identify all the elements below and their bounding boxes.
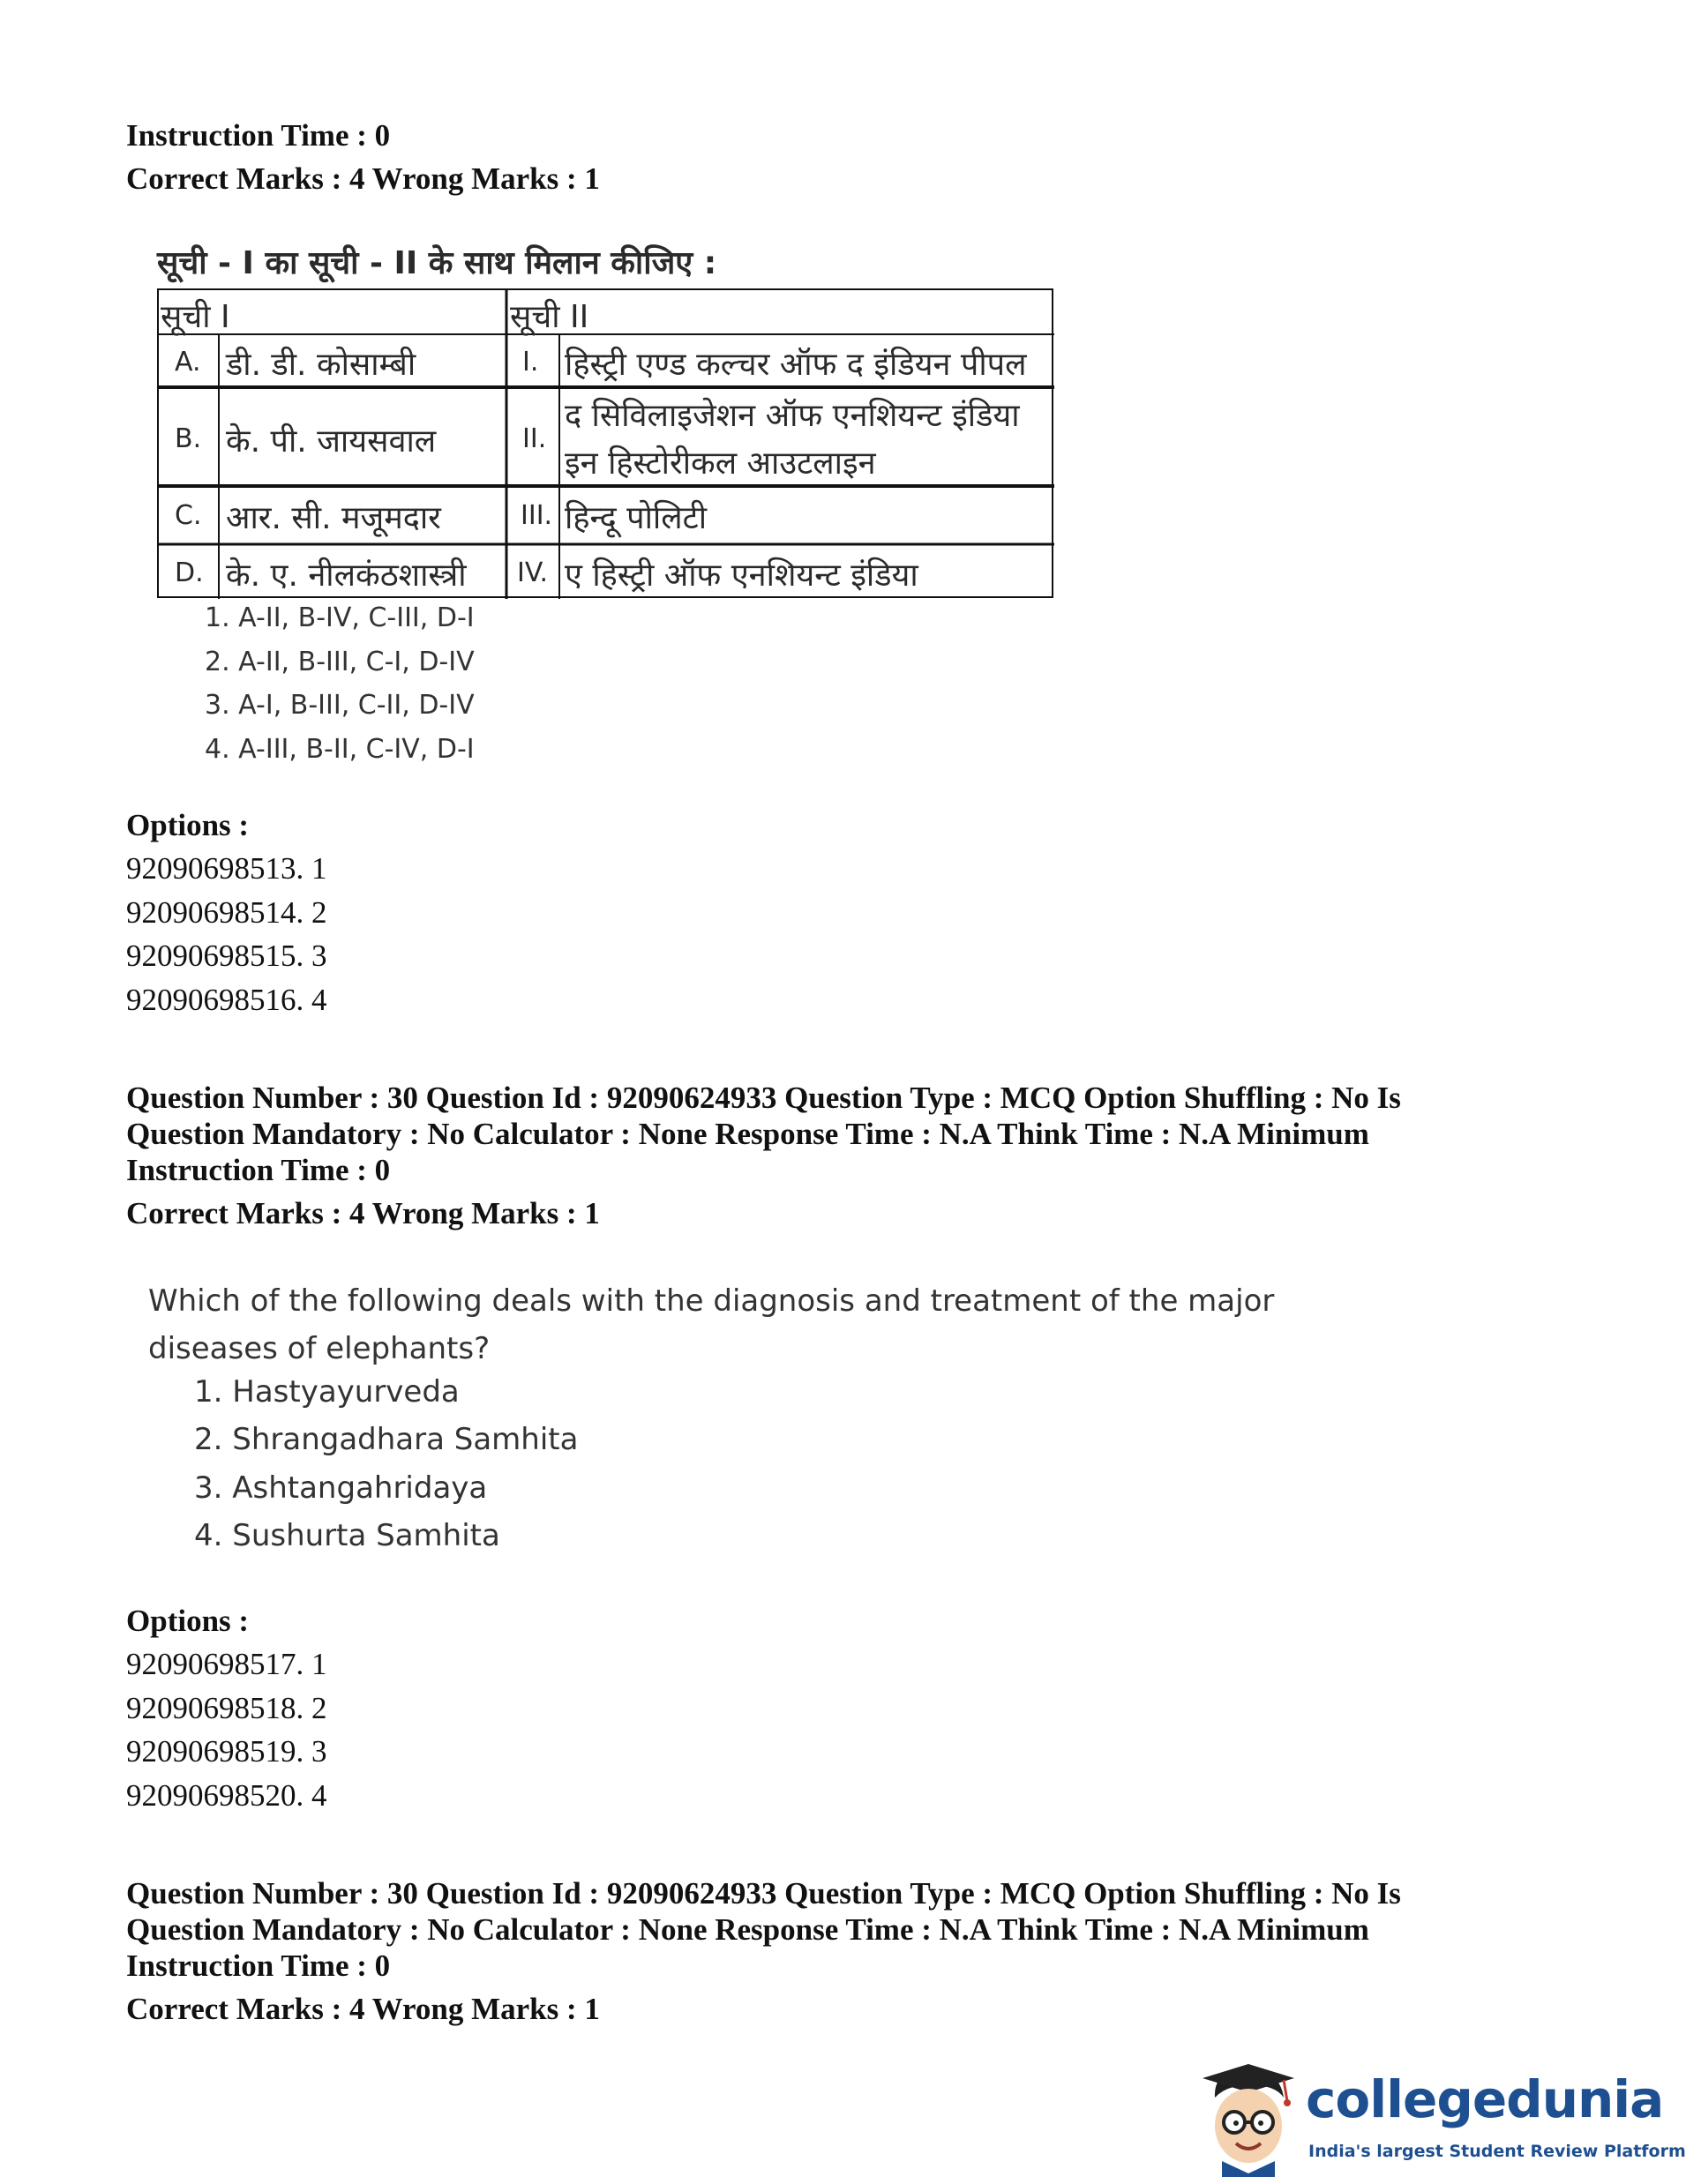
option-item: 92090698514. 2: [126, 895, 327, 930]
brand-tagline: India's largest Student Review Platform: [1308, 2142, 1686, 2161]
row-num: III.: [521, 500, 553, 531]
row-key: D.: [175, 557, 204, 588]
marks-info: Correct Marks : 4 Wrong Marks : 1: [126, 1992, 600, 2026]
marks-info: Correct Marks : 4 Wrong Marks : 1: [126, 1196, 600, 1230]
answer-choice: 3. Ashtangahridaya: [194, 1470, 488, 1506]
row-left: डी. डी. कोसाम्बी: [226, 347, 416, 383]
question-meta-line: Question Number : 30 Question Id : 92090624933 Question Type : MCQ Option Shuffling : No Is: [126, 1081, 1401, 1115]
match-table: [157, 288, 1054, 599]
row-right: हिन्दू पोलिटी: [565, 500, 708, 536]
option-item: 92090698518. 2: [126, 1691, 327, 1725]
question-meta-line: Question Number : 30 Question Id : 92090624933 Question Type : MCQ Option Shuffling : No Is: [126, 1876, 1401, 1911]
marks-info: Correct Marks : 4 Wrong Marks : 1: [126, 161, 600, 196]
option-item: 92090698517. 1: [126, 1647, 327, 1681]
option-item: 92090698520. 4: [126, 1778, 327, 1813]
row-num: IV.: [517, 557, 549, 588]
option-item: 92090698519. 3: [126, 1734, 327, 1769]
options-label: Options :: [126, 808, 250, 842]
instruction-time: Instruction Time : 0: [126, 118, 391, 153]
list1-header: सूची I: [161, 299, 230, 335]
option-item: 92090698516. 4: [126, 983, 327, 1017]
option-item: 92090698513. 1: [126, 851, 327, 886]
instruction-time: Instruction Time : 0: [126, 1153, 391, 1187]
list2-header: सूची II: [510, 299, 589, 335]
row-key: A.: [175, 347, 201, 378]
row-right: ए हिस्ट्री ऑफ एनशियन्ट इंडिया: [565, 557, 918, 594]
option-item: 92090698515. 3: [126, 939, 327, 973]
question-text-line: diseases of elephants?: [148, 1331, 491, 1366]
mascot-icon: [1195, 2062, 1301, 2177]
row-right: द सिविलाइजेशन ऑफ एनशियन्ट इंडिया: [565, 398, 1020, 434]
row-key: C.: [175, 500, 202, 531]
row-left: के. पी. जायसवाल: [226, 423, 437, 460]
row-right-cont: इन हिस्टोरीकल आउटलाइन: [565, 445, 876, 482]
answer-choice: 1. A-II, B-IV, C-III, D-I: [205, 602, 475, 633]
question-text-line: Which of the following deals with the diagnosis and treatment of the major: [148, 1283, 1275, 1319]
answer-choice: 4. A-III, B-II, C-IV, D-I: [205, 734, 475, 765]
answer-choice: 2. A-II, B-III, C-I, D-IV: [205, 647, 475, 677]
answer-choice: 2. Shrangadhara Samhita: [194, 1422, 579, 1457]
question-title: सूची - I का सूची - II के साथ मिलान कीजिए :: [157, 245, 717, 281]
row-num: II.: [522, 423, 547, 454]
brand-name: collegedunia: [1306, 2069, 1664, 2129]
row-right: हिस्ट्री एण्ड कल्चर ऑफ द इंडियन पीपल: [565, 347, 1027, 383]
row-num: I.: [522, 347, 539, 378]
options-label: Options :: [126, 1604, 250, 1638]
collegedunia-logo: [1195, 2062, 1686, 2177]
row-left: के. ए. नीलकंठशास्त्री: [226, 557, 467, 594]
question-meta-line: Question Mandatory : No Calculator : None Response Time : N.A Think Time : N.A Minimum: [126, 1117, 1369, 1151]
answer-choice: 1. Hastyayurveda: [194, 1374, 460, 1410]
answer-choice: 4. Sushurta Samhita: [194, 1518, 500, 1553]
answer-choice: 3. A-I, B-III, C-II, D-IV: [205, 690, 475, 721]
instruction-time: Instruction Time : 0: [126, 1948, 391, 1983]
question-text: [148, 1277, 1274, 1372]
row-left: आर. सी. मजूमदार: [226, 500, 441, 536]
row-key: B.: [175, 423, 202, 454]
question-meta-line: Question Mandatory : No Calculator : None Response Time : N.A Think Time : N.A Minimum: [126, 1912, 1369, 1947]
